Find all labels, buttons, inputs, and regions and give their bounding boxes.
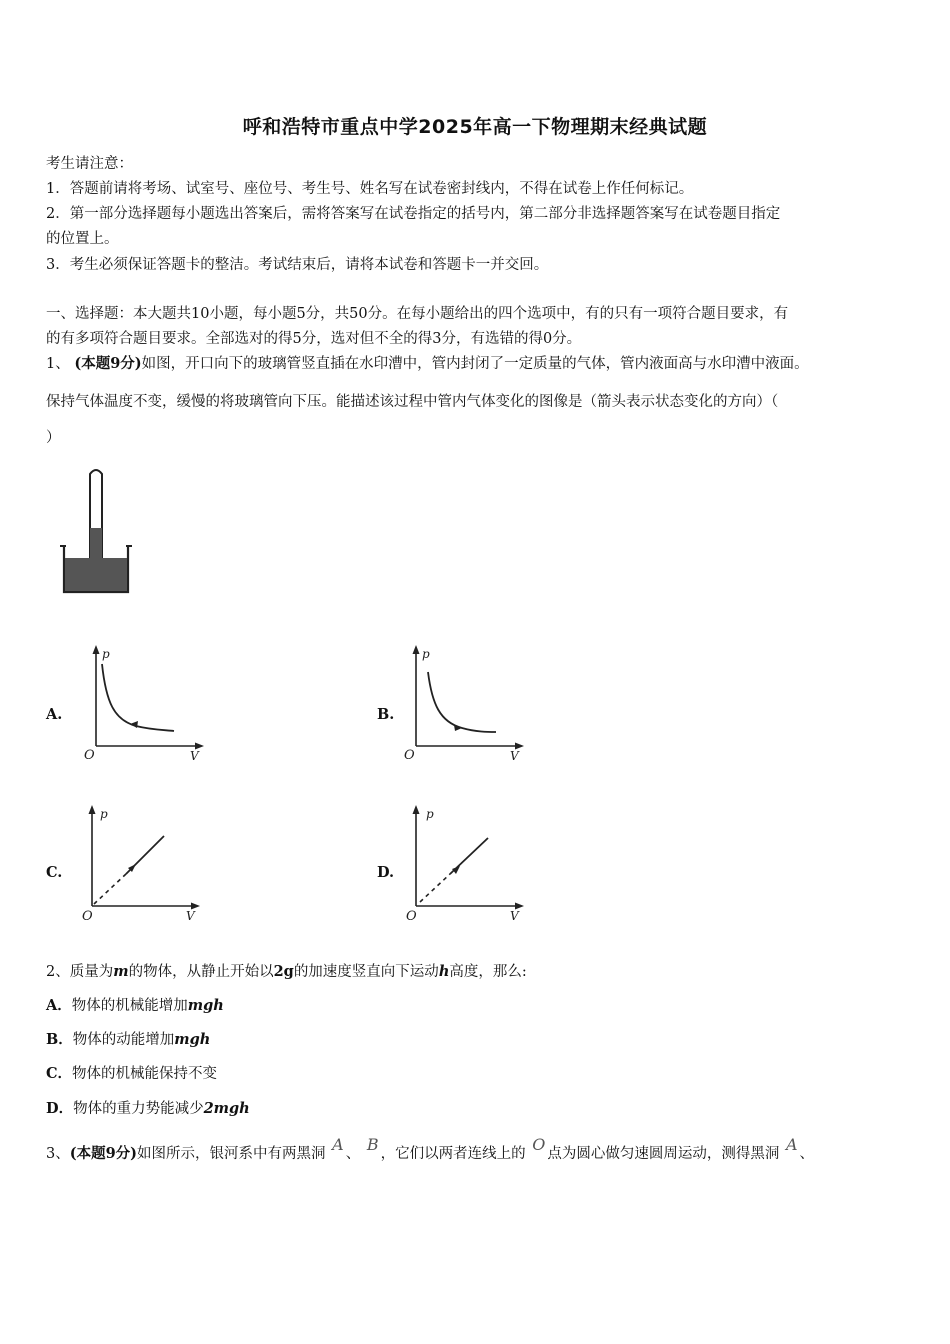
question-1-points: (本题9分) (74, 355, 142, 372)
question-2-mid-1: 的物体，从静止开始以 (128, 964, 274, 980)
question-2-option-a-var: mgh (187, 997, 224, 1014)
section-1-intro-line-1: 一、选择题：本大题共10小题，每小题5分，共50分。在每小题给出的四个选项中，有的只有一项符合题目要求，有 (46, 306, 789, 322)
question-2-option-c (46, 1062, 926, 1083)
option-c-label: C. (46, 864, 63, 881)
question-1-number: 1、 (46, 356, 70, 372)
option-a-v-axis-label: V (190, 749, 199, 763)
question-1-text-1: 如图，开口向下的玻璃管竖直插在水印漕中，管内封闭了一定质量的气体，管内液面高与水印漕中液面。 (141, 356, 809, 372)
question-3-points: (本题9分) (69, 1145, 138, 1162)
option-a-p-axis-label: p (102, 647, 110, 661)
notice-heading: 考生请注意： (46, 156, 133, 172)
question-3-var-a: A (332, 1135, 344, 1154)
notice-item-3: 3．考生必须保证答题卡的整洁。考试结束后，请将本试卷和答题卡一并交回。 (46, 257, 549, 273)
question-2-stem (46, 960, 926, 981)
question-3-separator: 、 (345, 1146, 361, 1162)
option-c-v-axis-label: V (186, 909, 195, 923)
question-3-line-1 (46, 1135, 926, 1163)
question-2-prefix: 2、质量为 (46, 964, 114, 980)
question-2-option-c-text: 物体的机械能保持不变 (72, 1066, 218, 1082)
question-3-text-4: 、 (799, 1146, 814, 1162)
question-2-option-a (46, 994, 926, 1015)
question-2-option-b (46, 1028, 926, 1049)
question-3-text-3: 点为圆心做匀速圆周运动，测得黑洞 (547, 1146, 780, 1162)
page-title: 呼和浩特市重点中学2025年高一下物理期末经典试题 (242, 116, 708, 138)
question-3-var-a-2: A (785, 1135, 798, 1154)
notice-item-2-cont: 的位置上。 (46, 231, 119, 247)
option-c-graph (80, 800, 210, 926)
tube-trough-figure (58, 466, 134, 598)
question-2-mid-2: 的加速度竖直向下运动 (293, 964, 439, 980)
notice-item-1: 1．答题前请将考场、试室号、座位号、考生号、姓名写在试卷密封线内，不得在试卷上作任何标记。 (46, 181, 694, 197)
option-b-graph (400, 642, 530, 768)
question-3-text-1: 如图所示，银河系中有两黑洞 (137, 1146, 326, 1162)
option-d-graph (400, 800, 530, 926)
question-1-line-1 (46, 352, 926, 373)
notice-item-2: 2．第一部分选择题每小题选出答案后，需将答案写在试卷指定的括号内，第二部分非选择题答案写在试卷题目指定 (46, 206, 781, 222)
question-2-var-h: h (438, 963, 450, 980)
option-d-v-axis-label: V (510, 909, 519, 923)
section-1-intro-line-2: 的有多项符合题目要求。全部选对的得5分，选对但不全的得3分，有选错的得0分。 (46, 331, 582, 347)
question-2-option-d-text: 物体的重力势能减少 (73, 1101, 204, 1117)
option-c-origin-label: O (82, 909, 93, 924)
question-2-option-b-text: 物体的动能增加 (72, 1032, 175, 1048)
question-2-var-m: m (113, 963, 129, 980)
option-d-origin-label: O (406, 909, 417, 924)
option-b-origin-label: O (404, 748, 415, 763)
option-a-graph (80, 642, 210, 768)
question-2-option-d-label: D． (46, 1100, 74, 1117)
option-b-v-axis-label: V (510, 749, 519, 763)
question-3-var-o: O (532, 1135, 546, 1154)
question-2-option-b-var: mgh (174, 1031, 211, 1048)
option-c-p-axis-label: p (100, 807, 108, 821)
question-2-var-g: 2g (273, 963, 294, 980)
question-3-text-2: ，它们以两者连线上的 (380, 1146, 526, 1162)
question-2-option-c-label: C． (46, 1065, 73, 1082)
question-3-number: 3、 (46, 1146, 70, 1162)
question-2-end: 高度，那么: (449, 964, 527, 980)
question-3-var-b: B (366, 1135, 379, 1154)
option-a-label: A. (46, 706, 63, 723)
option-b-label: B. (377, 706, 395, 723)
question-1-line-3: ） (46, 430, 61, 446)
option-a-origin-label: O (84, 748, 95, 763)
question-1-line-2: 保持气体温度不变，缓慢的将玻璃管向下压。能描述该过程中管内气体变化的图像是（箭头表示状态变化的方向）（ (46, 394, 779, 410)
question-2-option-a-text: 物体的机械能增加 (71, 998, 188, 1014)
question-2-option-b-label: B． (46, 1031, 73, 1048)
option-d-p-axis-label: p (426, 807, 434, 821)
option-d-label: D. (377, 864, 395, 881)
question-2-option-d-var: 2mgh (203, 1100, 250, 1117)
question-2-option-a-label: A． (46, 997, 72, 1014)
option-b-p-axis-label: p (422, 647, 430, 661)
question-2-option-d (46, 1097, 926, 1118)
